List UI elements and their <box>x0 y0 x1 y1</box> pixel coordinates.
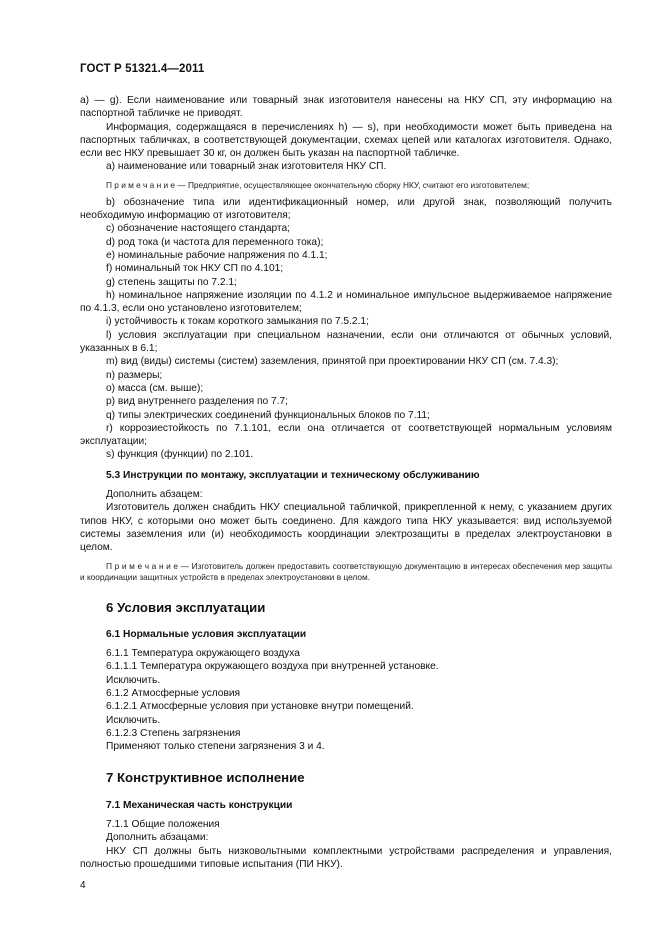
list-item: l) условия эксплуатации при специальном назначении, если они отличаются от обычных условий, указанных в 6.1; <box>80 329 612 355</box>
paragraph-info: Информация, содержащаяся в перечислениях h) — s), при необходимости может быть приведена на паспортных табличках, в соответствующей документации, схемах цепей или каталогах изготовителя. Однако, если вес НКУ превышает 30 кг, он должен быть указан на паспортной табличке. <box>80 121 612 160</box>
clause-line: Исключить. <box>106 674 161 686</box>
document-body <box>80 94 612 871</box>
list-item-a: a) наименование или товарный знак изготовителя НКУ СП. <box>106 161 387 173</box>
subsection-6-1-title: 6.1 Нормальные условия эксплуатации <box>106 628 307 640</box>
clause-line: Применяют только степени загрязнения 3 и 4. <box>106 741 325 753</box>
list-item: c) обозначение настоящего стандарта; <box>106 223 290 235</box>
subsection-7-1-title: 7.1 Механическая часть конструкции <box>106 799 293 811</box>
clause-line: Исключить. <box>106 714 161 726</box>
list-item: f) номинальный ток НКУ СП по 4.101; <box>106 263 284 275</box>
list-item: m) вид (виды) системы (систем) заземления, принятой при проектировании НКУ СП (см. 7.4.3); <box>106 356 559 368</box>
note-manufacturer: П р и м е ч а н и е — Предприятие, осуществляющее окончательную сборку НКУ, считают его изготовителем; <box>106 179 530 190</box>
list-item: r) коррозиестойкость по 7.1.101, если она отличается от соответствующей нормальным условиям эксплуатации; <box>80 422 612 448</box>
list-item: e) номинальные рабочие напряжения по 4.1.1; <box>106 249 328 261</box>
paragraph: Изготовитель должен снабдить НКУ специальной табличкой, прикрепленной к нему, с указанием других типов НКУ, с которыми оно может быть соединено. Для каждого типа НКУ указывается: вид используемой системы заземления или (и) необходимость координации электрозащиты в пределах электроустановки в целом. <box>80 502 612 554</box>
section-6-title: 6 Условия эксплуатации <box>106 599 266 615</box>
note-documentation: П р и м е ч а н и е — Изготовитель должен предоставить соответствующую документацию в интересах обеспечения мер защиты и координации защитных устройств в пределах электроустановки в целом. <box>80 560 612 582</box>
clause-line: 6.1.2.1 Атмосферные условия при установке внутри помещений. <box>106 701 414 713</box>
paragraph-continuation: a) — g). Если наименование или товарный знак изготовителя нанесены на НКУ СП, эту информацию на паспортной табличке не приводят. <box>80 95 612 120</box>
list-item: b) обозначение типа или идентификационный номер, или другой знак, позволяющий получить необходимую информацию от изготовителя; <box>80 196 612 222</box>
section-7-title: 7 Конструктивное исполнение <box>106 770 305 786</box>
list-item: p) вид внутреннего разделения по 7.7; <box>106 396 289 408</box>
subsection-5-3-title: 5.3 Инструкции по монтажу, эксплуатации и техническому обслуживанию <box>106 469 480 481</box>
paragraph: НКУ СП должны быть низковольтными комплектными устройствами распределения и управления, полностью прошедшими типовые испытания (ПИ НКУ). <box>80 845 612 870</box>
clause-line: 7.1.1 Общие положения <box>106 819 220 831</box>
list-item: o) масса (см. выше); <box>106 382 204 394</box>
page-number: 4 <box>80 880 86 891</box>
clause-line: Дополнить абзацами: <box>106 832 209 844</box>
clause-line: 6.1.2.3 Степень загрязнения <box>106 727 241 739</box>
list-item: n) размеры; <box>106 369 163 381</box>
list-item: d) род тока (и частота для переменного тока); <box>106 236 324 248</box>
document-header: ГОСТ Р 51321.4—2011 <box>80 63 205 75</box>
clause-line: 6.1.1 Температура окружающего воздуха <box>106 648 300 660</box>
list-item: q) типы электрических соединений функциональных блоков по 7.11; <box>106 409 430 421</box>
clause-line: 6.1.1.1 Температура окружающего воздуха при внутренней установке. <box>106 661 439 673</box>
paragraph: Дополнить абзацем: <box>106 489 203 501</box>
list-item: i) устойчивость к токам короткого замыкания по 7.5.2.1; <box>106 316 369 328</box>
clause-line: 6.1.2 Атмосферные условия <box>106 687 241 699</box>
list-item: h) номинальное напряжение изоляции по 4.1.2 и номинальное импульсное выдерживаемое напряжение по 4.1.3, если оно установлено изготовителем; <box>80 289 612 315</box>
list-item: g) степень защиты по 7.2.1; <box>106 276 237 288</box>
list-item: s) функция (функции) по 2.101. <box>106 449 254 461</box>
